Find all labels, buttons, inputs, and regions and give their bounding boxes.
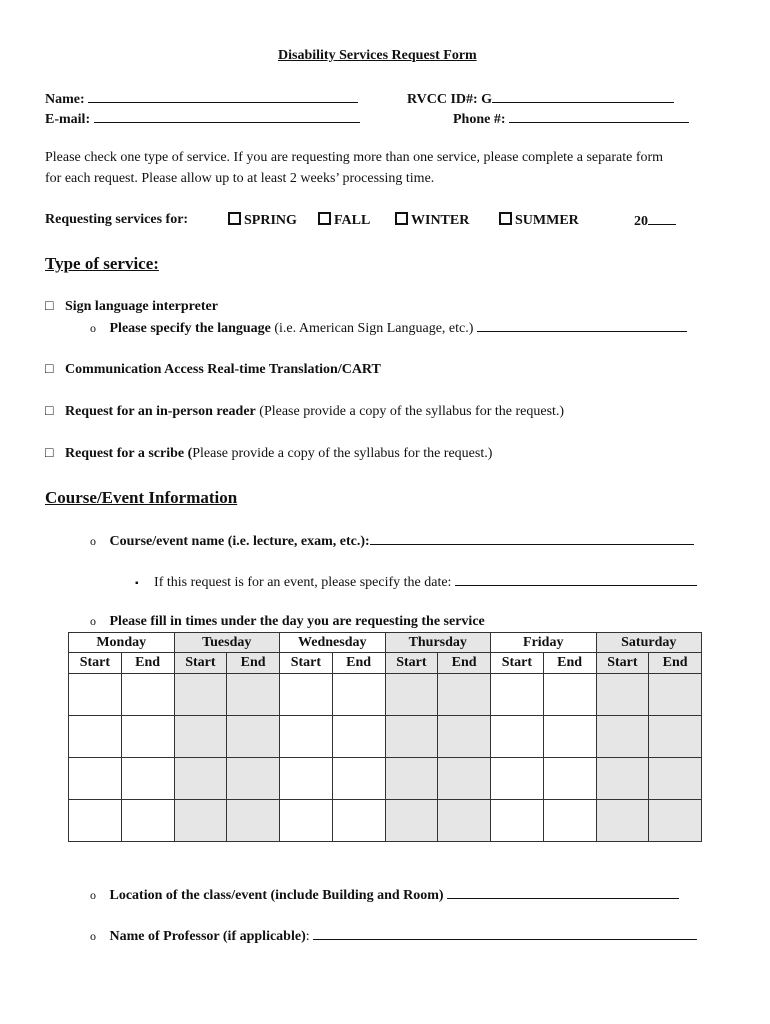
year-field — [634, 212, 676, 230]
time-cell[interactable] — [438, 674, 491, 716]
event-date-input-line[interactable] — [455, 573, 697, 586]
schedule-table — [68, 632, 702, 842]
professor-label: Name of Professor (if applicable) — [109, 929, 306, 944]
time-cell[interactable] — [69, 758, 122, 800]
time-cell[interactable] — [438, 758, 491, 800]
fall-label: FALL — [334, 213, 371, 228]
form-title: Disability Services Request Form — [278, 48, 477, 63]
time-cell[interactable] — [332, 758, 385, 800]
time-cell[interactable] — [332, 800, 385, 842]
time-cell[interactable] — [649, 674, 702, 716]
specify-language-hint: (i.e. American Sign Language, etc.) — [270, 321, 474, 336]
time-cell[interactable] — [280, 800, 333, 842]
spring-label: SPRING — [244, 213, 297, 228]
time-cell[interactable] — [385, 674, 438, 716]
tuesday-end-header: End — [227, 653, 280, 674]
day-friday: Friday — [491, 633, 597, 653]
time-cell[interactable] — [385, 800, 438, 842]
time-cell[interactable] — [596, 674, 649, 716]
fall-checkbox[interactable] — [318, 212, 331, 225]
term-label: Requesting services for: — [45, 212, 189, 227]
time-cell[interactable] — [491, 716, 544, 758]
time-cell[interactable] — [280, 716, 333, 758]
day-monday: Monday — [69, 633, 175, 653]
term-option-summer[interactable] — [499, 212, 579, 229]
professor-field — [90, 927, 697, 945]
name-label: Name: — [45, 92, 85, 107]
location-input-line[interactable] — [447, 886, 679, 899]
tuesday-start-header: Start — [174, 653, 227, 674]
time-cell[interactable] — [174, 674, 227, 716]
time-cell[interactable] — [385, 758, 438, 800]
rvcc-id-field — [407, 90, 674, 108]
phone-field — [453, 110, 689, 128]
name-input-line[interactable] — [88, 90, 358, 103]
event-name-label: Course/event name (i.e. lecture, exam, etc.): — [109, 534, 370, 549]
time-cell[interactable] — [543, 758, 596, 800]
reader-checkbox-icon[interactable]: □ — [45, 404, 54, 419]
table-row — [69, 800, 702, 842]
year-prefix: 20 — [634, 214, 648, 229]
scribe-label: Request for a scribe ( — [64, 446, 193, 461]
monday-end-header: End — [121, 653, 174, 674]
time-cell[interactable] — [491, 674, 544, 716]
event-date-label: If this request is for an event, please specify the date: — [154, 575, 452, 590]
circle-bullet-icon: o — [90, 929, 96, 943]
email-label: E-mail: — [45, 112, 91, 127]
time-cell[interactable] — [649, 716, 702, 758]
time-cell[interactable] — [227, 758, 280, 800]
time-cell[interactable] — [227, 800, 280, 842]
schedule-start-end-row — [69, 653, 702, 674]
time-cell[interactable] — [543, 716, 596, 758]
scribe-hint: Please provide a copy of the syllabus for the request.) — [192, 446, 493, 461]
time-cell[interactable] — [174, 800, 227, 842]
cart-checkbox-icon[interactable]: □ — [45, 362, 54, 377]
time-cell[interactable] — [385, 716, 438, 758]
winter-checkbox[interactable] — [395, 212, 408, 225]
summer-checkbox[interactable] — [499, 212, 512, 225]
time-cell[interactable] — [280, 674, 333, 716]
rvcc-id-input-line[interactable] — [492, 90, 674, 103]
event-name-input-line[interactable] — [370, 532, 694, 545]
table-row — [69, 758, 702, 800]
instructions-line-1: Please check one type of service. If you are requesting more than one service, please complete a separate form — [45, 150, 664, 165]
type-of-service-heading: Type of service: — [45, 254, 159, 273]
circle-bullet-icon: o — [90, 321, 96, 335]
time-cell[interactable] — [543, 674, 596, 716]
table-row — [69, 674, 702, 716]
time-cell[interactable] — [649, 758, 702, 800]
service-sign-language[interactable] — [45, 299, 218, 315]
scribe-checkbox-icon[interactable]: □ — [45, 446, 54, 461]
reader-label: Request for an in-person reader — [64, 404, 256, 419]
sign-language-label: Sign language interpreter — [64, 299, 218, 314]
day-wednesday: Wednesday — [280, 633, 386, 653]
table-row — [69, 716, 702, 758]
time-cell[interactable] — [69, 716, 122, 758]
phone-input-line[interactable] — [509, 110, 689, 123]
email-field — [45, 110, 360, 128]
fill-times-label: Please fill in times under the day you are requesting the service — [109, 614, 485, 629]
course-event-heading: Course/Event Information — [45, 488, 238, 507]
time-cell[interactable] — [280, 758, 333, 800]
day-thursday: Thursday — [385, 633, 491, 653]
location-label: Location of the class/event (include Building and Room) — [109, 888, 444, 903]
service-reader[interactable] — [45, 404, 564, 420]
event-date-field — [135, 573, 697, 591]
specify-language-item — [90, 319, 687, 337]
time-cell[interactable] — [227, 674, 280, 716]
square-bullet-icon: ▪ — [135, 578, 139, 589]
friday-start-header: Start — [491, 653, 544, 674]
circle-bullet-icon: o — [90, 614, 96, 628]
cart-label: Communication Access Real-time Translation/CART — [64, 362, 381, 377]
time-cell[interactable] — [332, 674, 385, 716]
term-option-fall[interactable] — [318, 212, 370, 229]
spring-checkbox[interactable] — [228, 212, 241, 225]
service-scribe[interactable] — [45, 446, 492, 462]
sign-language-checkbox-icon[interactable]: □ — [45, 299, 54, 314]
time-cell[interactable] — [69, 674, 122, 716]
phone-label: Phone #: — [453, 112, 506, 127]
term-option-winter[interactable] — [395, 212, 469, 229]
year-input-line[interactable] — [648, 212, 676, 225]
time-cell[interactable] — [121, 800, 174, 842]
event-name-field — [90, 532, 694, 550]
name-field — [45, 90, 358, 108]
time-cell[interactable] — [491, 758, 544, 800]
time-cell[interactable] — [174, 716, 227, 758]
day-saturday: Saturday — [596, 633, 702, 653]
term-option-spring[interactable] — [228, 212, 297, 229]
location-field — [90, 886, 679, 904]
service-cart[interactable] — [45, 362, 381, 378]
day-tuesday: Tuesday — [174, 633, 280, 653]
email-input-line[interactable] — [94, 110, 360, 123]
time-cell[interactable] — [438, 716, 491, 758]
thursday-end-header: End — [438, 653, 491, 674]
monday-start-header: Start — [69, 653, 122, 674]
rvcc-id-label: RVCC ID#: G — [407, 92, 493, 107]
time-cell[interactable] — [121, 674, 174, 716]
time-cell[interactable] — [332, 716, 385, 758]
time-cell[interactable] — [69, 800, 122, 842]
circle-bullet-icon: o — [90, 534, 96, 548]
time-cell[interactable] — [596, 758, 649, 800]
saturday-end-header: End — [649, 653, 702, 674]
language-input-line[interactable] — [477, 319, 687, 332]
time-cell[interactable] — [596, 800, 649, 842]
time-cell[interactable] — [174, 758, 227, 800]
saturday-start-header: Start — [596, 653, 649, 674]
time-cell[interactable] — [543, 800, 596, 842]
schedule-day-row — [69, 633, 702, 653]
wednesday-start-header: Start — [280, 653, 333, 674]
time-cell[interactable] — [491, 800, 544, 842]
specify-language-label: Please specify the language — [109, 321, 271, 336]
professor-input-line[interactable] — [313, 927, 697, 940]
instructions-line-2: for each request. Please allow up to at least 2 weeks’ processing time. — [45, 171, 435, 186]
summer-label: SUMMER — [515, 213, 579, 228]
time-cell[interactable] — [649, 800, 702, 842]
time-cell[interactable] — [227, 716, 280, 758]
time-cell[interactable] — [596, 716, 649, 758]
thursday-start-header: Start — [385, 653, 438, 674]
winter-label: WINTER — [411, 213, 470, 228]
time-cell[interactable] — [121, 758, 174, 800]
friday-end-header: End — [543, 653, 596, 674]
professor-colon: : — [305, 929, 310, 944]
time-cell[interactable] — [121, 716, 174, 758]
reader-hint: (Please provide a copy of the syllabus for the request.) — [255, 404, 565, 419]
circle-bullet-icon: o — [90, 888, 96, 902]
fill-times-instruction — [90, 614, 485, 630]
time-cell[interactable] — [438, 800, 491, 842]
wednesday-end-header: End — [332, 653, 385, 674]
